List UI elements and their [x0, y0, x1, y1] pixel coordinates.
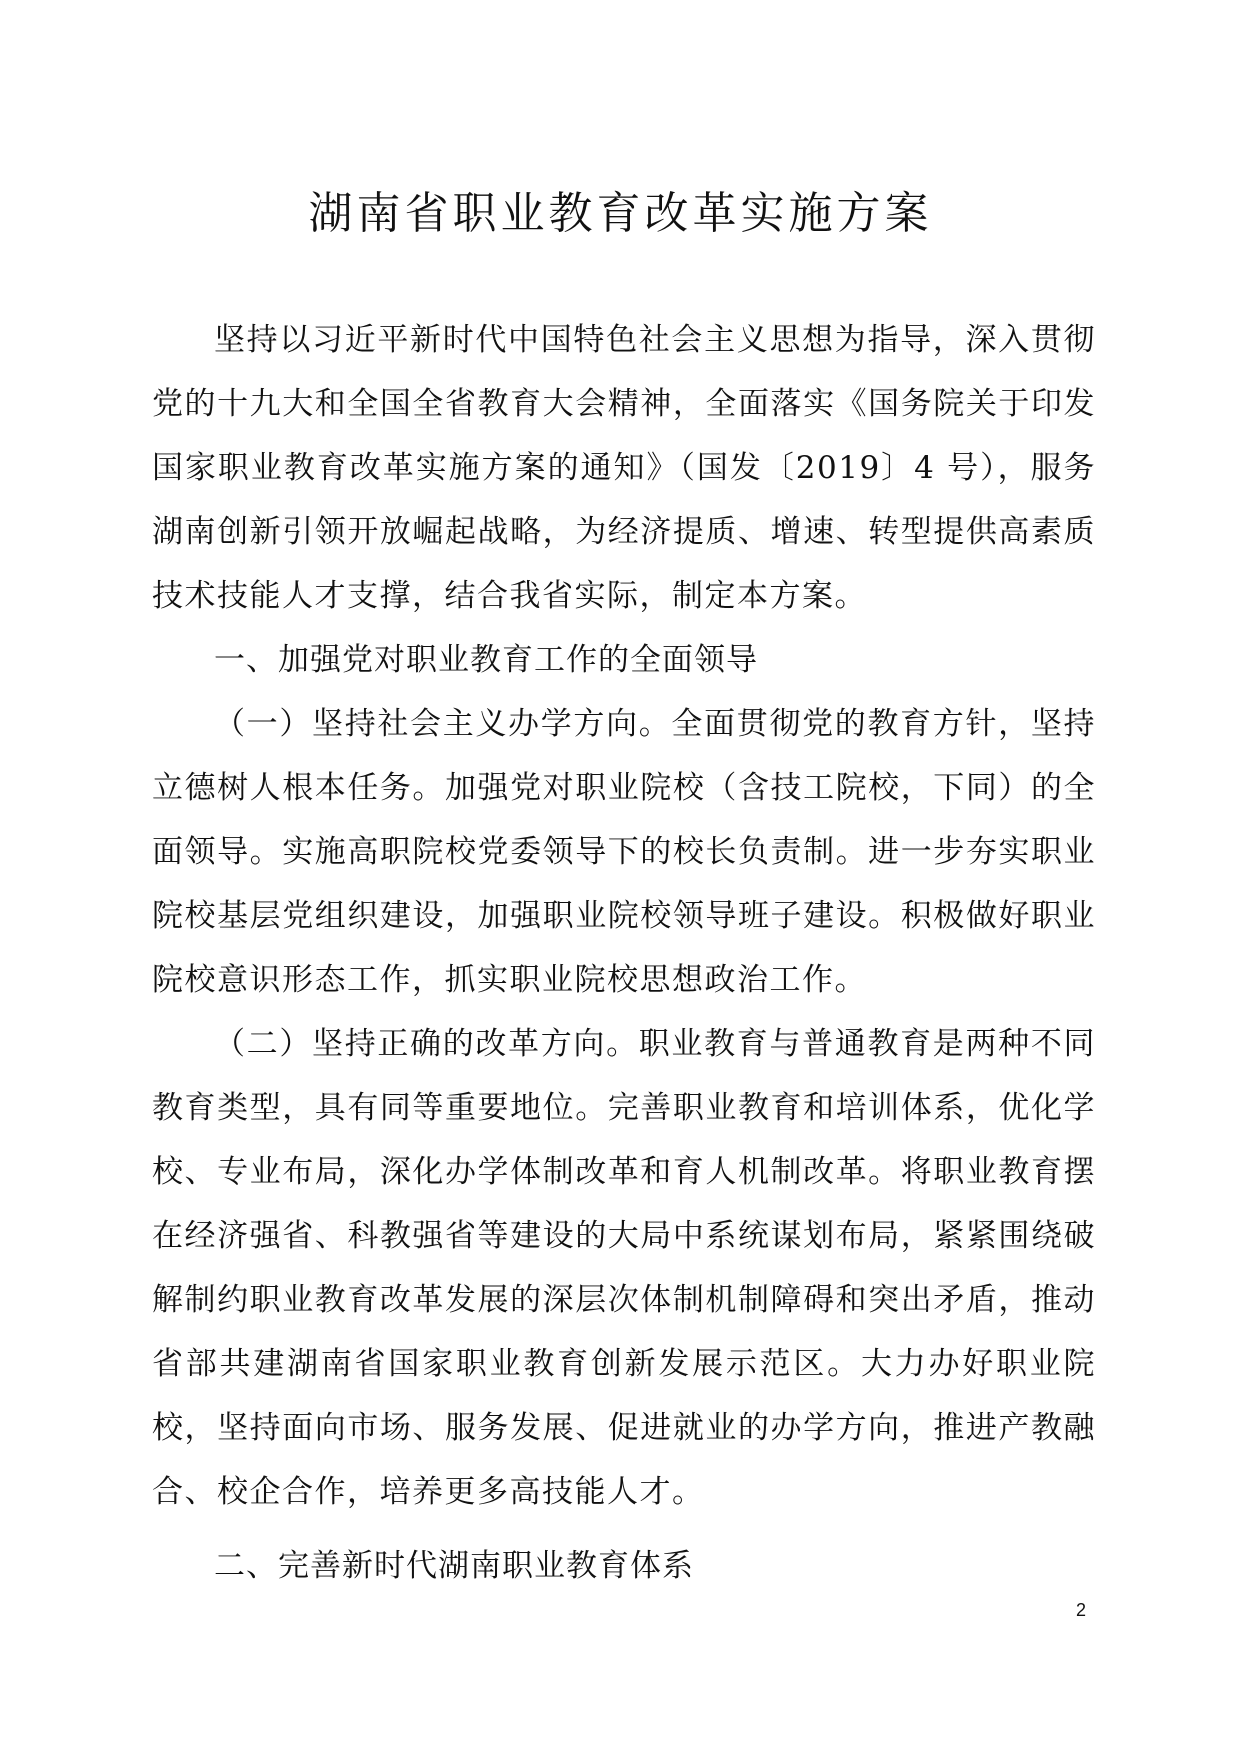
document-title: 湖南省职业教育改革实施方案: [308, 188, 933, 239]
intro-paragraph: 坚持以习近平新时代中国特色社会主义思想为指导，深入贯彻党的十九大和全国全省教育大会精神，全面落实《国务院关于印发国家职业教育改革实施方案的通知》（国发〔2019〕4 号），服务湖南创新引领开放崛起战略，为经济提质、增速、转型提供高素质技术技能人才支撑，结合我省实际，制定本方案。: [152, 322, 1096, 614]
section-1-heading: 一、加强党对职业教育工作的全面领导: [214, 642, 758, 678]
section-1-paragraph-2: （二）坚持正确的改革方向。职业教育与普通教育是两种不同教育类型，具有同等重要地位。完善职业教育和培训体系，优化学校、专业布局，深化办学体制改革和育人机制改革。将职业教育摆在经济强省、科教强省等建设的大局中系统谋划布局，紧紧围绕破解制约职业教育改革发展的深层次体制机制障碍和突出矛盾，推动省部共建湖南省国家职业教育创新发展示范区。大力办好职业院校，坚持面向市场、服务发展、促进就业的办学方向，推进产教融合、校企合作，培养更多高技能人才。: [152, 1026, 1096, 1510]
document-body: [152, 308, 1096, 1598]
page-number: 2: [1076, 1600, 1087, 1620]
section-1-paragraph-1: （一）坚持社会主义办学方向。全面贯彻党的教育方针，坚持立德树人根本任务。加强党对职业院校（含技工院校，下同）的全面领导。实施高职院校党委领导下的校长负责制。进一步夯实职业院校基层党组织建设，加强职业院校领导班子建设。积极做好职业院校意识形态工作，抓实职业院校思想政治工作。: [152, 706, 1096, 998]
section-2-heading: 二、完善新时代湖南职业教育体系: [214, 1548, 694, 1584]
